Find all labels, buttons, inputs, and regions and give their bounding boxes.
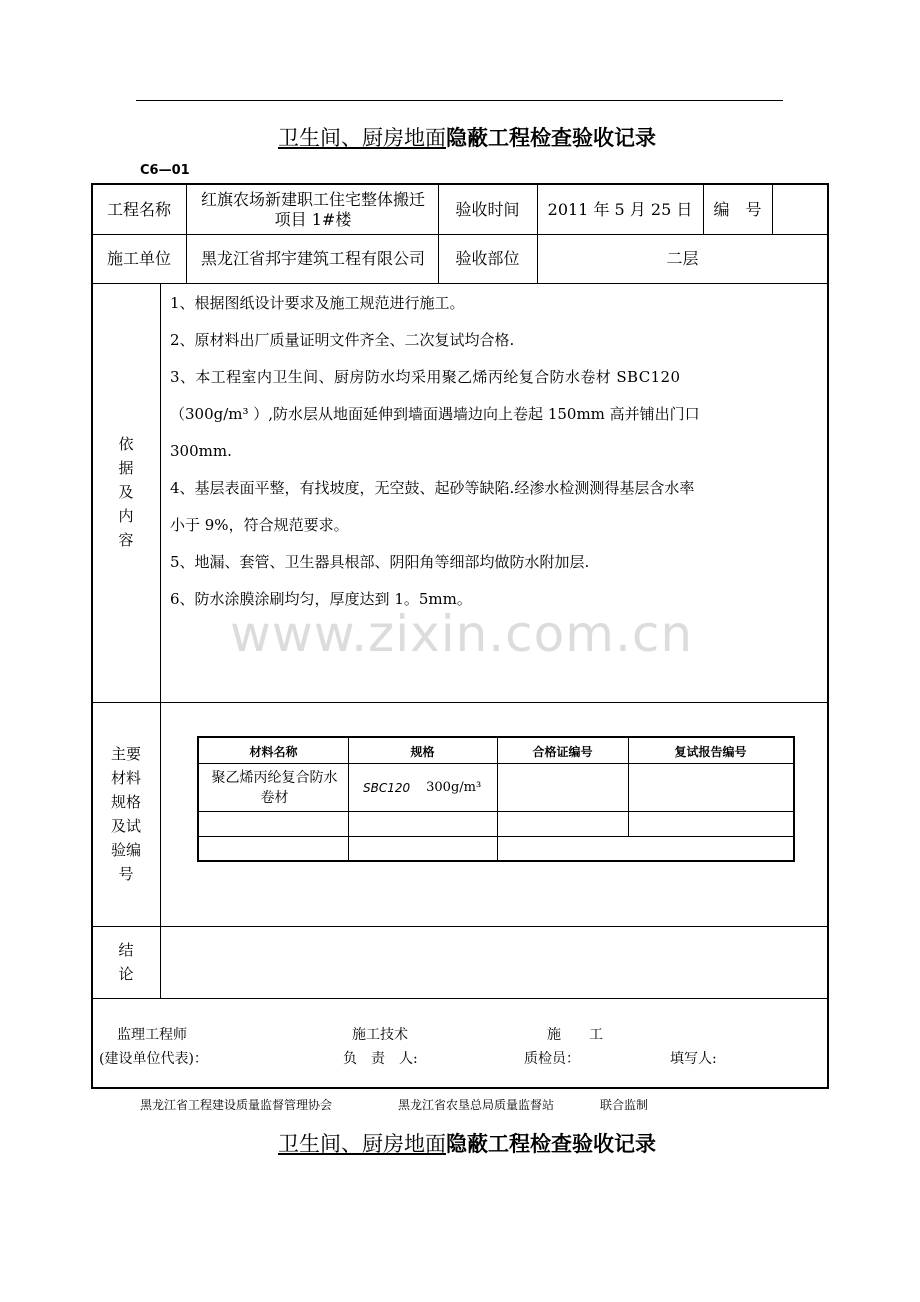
basis-line: 小于 9%，符合规范要求。 [170,516,349,534]
materials-table [197,736,795,862]
title-prefix: 卫生间、厨房地面 [278,126,446,150]
title-main: 隐蔽工程检查验收记录 [446,125,656,150]
project-value: 红旗农场新建职工住宅整体搬迁项目 1#楼 [200,189,425,229]
materials-label [102,742,150,886]
builder-label: 施工单位 [106,249,171,268]
part-value: 二层 [666,249,699,268]
form-code: C6—01 [140,163,190,178]
col-divider [160,283,161,998]
watermark: www.zixin.com.cn [230,605,694,663]
builder-value: 黑龙江省邦宇建筑工程有限公司 [200,249,425,268]
document-title [0,122,920,152]
title-prefix: 卫生间、厨房地面 [278,1132,446,1156]
mat-row1-name: 聚乙烯丙纶复合防水卷材 [211,770,338,806]
mat-row1-cert [498,765,628,811]
basis-content [170,285,826,618]
footer-note: 联合监制 [600,1098,649,1112]
footer-org2: 黑龙江省农垦总局质量监督站 [398,1098,555,1112]
basis-line: 2、原材料出厂质量证明文件齐全、二次复试均合格. [170,331,515,349]
tech-sub-label: 负 责 人: [343,1051,418,1067]
basis-line: 5、地漏、套管、卫生器具根部、阴阳角等细部均做防水附加层. [170,553,590,571]
basis-line: 3、本工程室内卫生间、厨房防水均采用聚乙烯丙纶复合防水卷材 SBC120 [170,368,681,386]
conclusion-label [110,938,142,986]
document-title-repeat [0,1128,920,1158]
time-label: 验收时间 [455,199,520,219]
row-divider [92,702,828,703]
project-label: 工程名称 [106,199,171,219]
part-label: 验收部位 [455,249,520,268]
mat-row1-spec [349,765,497,811]
mat-row1-spec-model: SBC120 [363,781,411,795]
construction-label: 施 工 [547,1027,603,1043]
number-value [772,185,828,234]
row-divider [92,283,828,284]
col-divider [186,184,187,283]
top-rule [136,100,783,101]
mat-header-spec: 规格 [410,744,435,759]
number-label: 编 号 [713,199,762,219]
mat-row1-report [629,765,793,811]
basis-label [110,432,142,552]
basis-line: 300mm. [170,442,232,460]
qc-label: 质检员： [524,1051,580,1067]
basis-line: 6、防水涂膜涂刷均匀，厚度达到 1。5mm。 [170,590,472,608]
conclusion-label-text: 结论 [118,941,134,983]
row-divider [92,998,828,999]
basis-line: 1、根据图纸设计要求及施工规范进行施工。 [170,294,465,312]
mat-header-name: 材料名称 [249,744,298,759]
basis-line: 4、基层表面平整，有找坡度，无空鼓、起砂等缺陷.经渗水检测测得基层含水率 [170,479,695,497]
mat-header-cert: 合格证编号 [532,744,593,759]
conclusion-value [161,927,828,998]
tech-label: 施工技术 [352,1027,408,1043]
title-main: 隐蔽工程检查验收记录 [446,1131,656,1156]
basis-line: （300g/m³ ）,防水层从地面延伸到墙面遇墙边向上卷起 150mm 高并铺出门口 [170,405,700,423]
footer-org1: 黑龙江省工程建设质量监督管理协会 [140,1098,333,1112]
mat-row-divider [199,811,793,812]
materials-label-text: 主要材料规格及试验编号 [110,745,141,883]
filler-label: 填写人: [670,1051,717,1067]
mat-row-divider [199,836,793,837]
supervisor-sub-label: (建设单位代表)： [99,1051,208,1067]
mat-row1-spec-weight: 300g/m³ [426,780,482,795]
mat-header-report: 复试报告编号 [674,744,747,759]
supervisor-label: 监理工程师 [117,1027,187,1043]
basis-label-text: 依据及内容 [118,435,134,549]
time-value: 2011 年 5 月 25 日 [547,199,693,219]
